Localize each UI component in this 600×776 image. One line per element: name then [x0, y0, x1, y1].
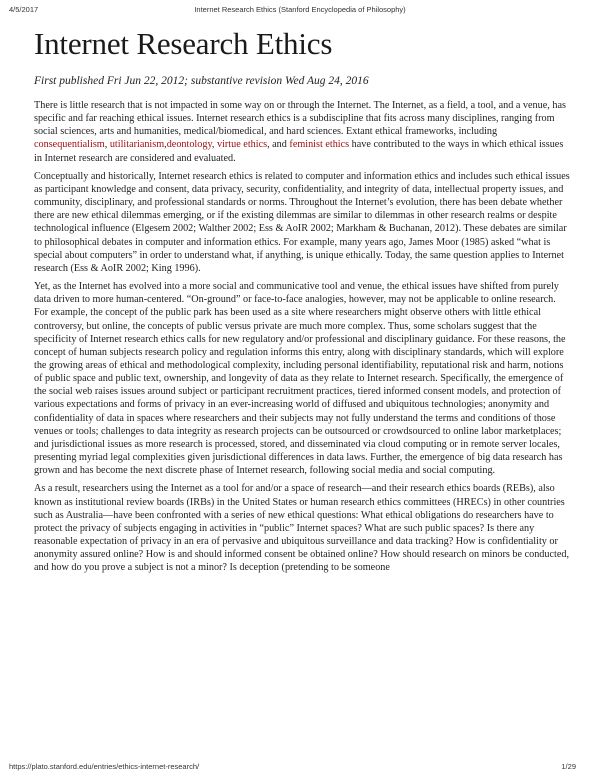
- article-body: [34, 99, 570, 579]
- print-header: [0, 5, 600, 17]
- page-title: Internet Research Ethics: [34, 26, 333, 61]
- paragraph-1-text-1: There is little research that is not impacted in some way on or through the Internet. The Internet, as a field, a tool, and a venue, has specific and far reaching ethical issues. Internet research ethics is a subdiscipline that fits across many disciplines, ranging from social sciences, arts and humanities, medical/biomedical, and hard sciences. Extant ethical frameworks, including: [34, 100, 566, 138]
- paragraph-4: As a result, researchers using the Internet as a tool for and/or a space of research—and their research ethics boards (REBs), also known as institutional review boards (IRBs) in the United States or human research ethics committees (HRECs) in other countries such as Australia—have been confronted with a series of new ethical questions: What ethical obligations do researchers have to protect the privacy of subjects engaging in activities in “public” Internet spaces? What are such public spaces? Is there any reasonable expectation of privacy in an era of pervasive and ubiquitous surveillance and data tracking? How is confidentiality or anonymity assured online? How is and should informed consent be obtained online? How should research on minors be conducted, and how do you prove a subject is not a minor? Is deception (pretending to be someone: [34, 483, 570, 574]
- paragraph-1-text-3: have contributed to the ways in which ethical issues in Internet research are considered and evaluated.: [34, 139, 564, 164]
- separator: ,: [164, 139, 167, 151]
- separator: ,: [104, 139, 110, 151]
- paragraph-3: Yet, as the Internet has evolved into a more social and communicative tool and venue, the ethical issues have shifted from purely data driven to more human-centered. “On-ground” or face-to-face analogies, however, may not be applicable to online research. For example, the concept of the public park has been used as a site where researchers might observe others with little ethical controversy, but online, the concepts of public versus private are much more complex. Thus, some scholars suggest that the specificity of Internet research ethics calls for new regulatory and/or professional and disciplinary guidance. For these reasons, the concept of human subjects research policy and regulation informs this entry, along with disciplinary standards, which will explore the growing areas of ethical and methodological complexity, including personal identifiability, reputational risk and harm, notions of public space and public text, ownership, and longevity of data as they relate to Internet research. Specifically, the emergence of the social web raises issues around subject or participant recruitment practices, tiered informed consent models, and protection of various expectations and forms of privacy in an ever-increasing world of diffused and ubiquitous technologies; anonymity and confidentiality of data in spaces where researchers and their subjects may not fully understand the terms and conditions of those venues or tools; challenges to data integrity as research projects can be outsourced or crowdsourced to online labor marketplaces; and jurisdictional issues as more research is processed, stored, and disseminated via cloud computing or in remote server locales, presenting myriad legal complexities given jurisdictional differences in data laws. Further, the emergence of big data research has grown and has become the next discrete phase of Internet research, following social media and social computing.: [34, 281, 566, 477]
- publication-info: First published Fri Jun 22, 2012; substantive revision Wed Aug 24, 2016: [34, 75, 369, 87]
- link-virtue-ethics[interactable]: virtue ethics: [216, 139, 268, 151]
- print-footer: [0, 762, 600, 774]
- paragraph-2: Conceptually and historically, Internet research ethics is related to computer and information ethics and includes such ethical issues as participant knowledge and consent, data privacy, security, confidentiality, and integrity of data, intellectual property issues, and community, disciplinary, and professional standards or norms. Throughout the Internet’s evolution, there has been debate whether there are new ethical dilemmas emerging, or if the existing dilemmas are similar to dilemmas in other research realms or despite technological influence (Elgesem 2002; Walther 2002; Ess & AoIR 2002; Markham & Buchanan, 2012). These debates are similar to philosophical debates in computer and information ethics. For example, many years ago, James Moor (1985) asked “what is special about computers” in order to understand what, if anything, is unique ethically. Today, the same question applies to Internet research (Ess & AoIR 2002; King 1996).: [34, 170, 570, 274]
- link-utilitarianism[interactable]: utilitarianism: [109, 139, 165, 151]
- print-date: 4/5/2017: [9, 5, 39, 14]
- separator: ,: [211, 139, 217, 151]
- print-doc-title: Internet Research Ethics (Stanford Encyclopedia of Philosophy): [194, 5, 406, 14]
- paragraph-1-text-2: , and: [267, 139, 290, 151]
- paragraph-1: [34, 99, 570, 165]
- page-number: 1/29: [561, 762, 576, 771]
- link-deontology[interactable]: deontology: [166, 139, 212, 151]
- link-consequentialism[interactable]: consequentialism: [34, 139, 105, 151]
- page-url: https://plato.stanford.edu/entries/ethics-internet-research/: [9, 762, 200, 771]
- link-feminist-ethics[interactable]: feminist ethics: [289, 139, 350, 151]
